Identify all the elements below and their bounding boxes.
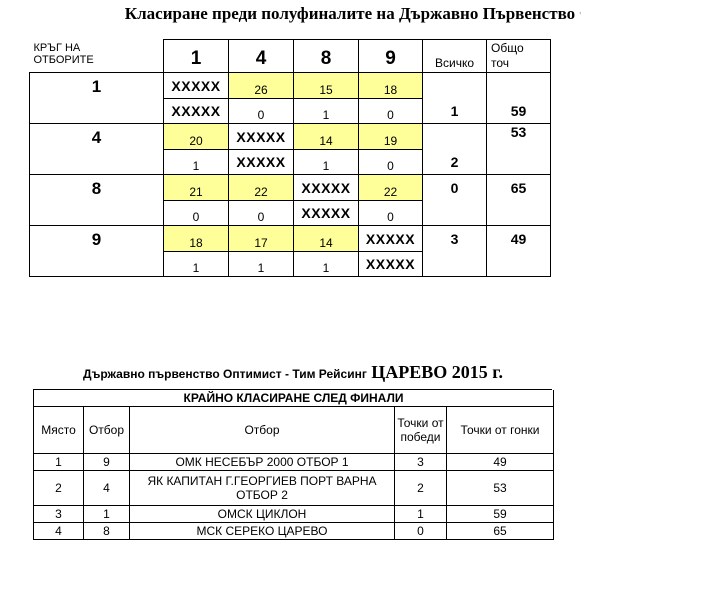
score-cell: 15	[294, 73, 359, 99]
column-header: 1	[164, 40, 229, 73]
self-cell: XXXXX	[229, 150, 294, 175]
round-robin-grid	[29, 39, 551, 277]
win-cell: 0	[359, 201, 423, 226]
self-cell: XXXXX	[164, 73, 229, 99]
score-cell: 21	[164, 175, 229, 201]
score-cell: 17	[229, 226, 294, 252]
column-header: 4	[229, 40, 294, 73]
win-cell: 1	[294, 99, 359, 124]
self-cell: XXXXX	[359, 226, 423, 252]
final-caption: КРАЙНО КЛАСИРАНЕ СЛЕД ФИНАЛИ	[34, 390, 554, 407]
header-race-points: Точки от гонки	[447, 407, 554, 454]
final-ranking-table	[33, 390, 554, 540]
total-cell: 3	[423, 226, 487, 252]
points-cell: 65	[487, 175, 551, 201]
table-row: 2 4 ЯК КАПИТАН Г.ГЕОРГИЕВ ПОРТ ВАРНА ОТБОР 2 2 53	[34, 471, 554, 506]
points-cell	[487, 201, 551, 226]
points-header: Общо точ	[487, 40, 551, 73]
score-cell: 14	[294, 124, 359, 150]
team-label: 9	[30, 226, 164, 277]
header-win-points: Точки от победи	[395, 407, 447, 454]
final-subtitle: Държавно първенство Оптимист - Тим Рейсинг ЦАРЕВО 2015 г.	[83, 362, 503, 382]
win-cell: 0	[359, 150, 423, 175]
points-cell	[487, 252, 551, 277]
total-header: Всичко	[423, 40, 487, 73]
score-cell: 26	[229, 73, 294, 99]
total-cell	[423, 201, 487, 226]
header-place: Място	[34, 407, 84, 454]
win-cell: 0	[229, 99, 294, 124]
win-cell: 1	[164, 252, 229, 277]
score-cell: 14	[294, 226, 359, 252]
win-cell: 0	[359, 99, 423, 124]
column-header: 9	[359, 40, 423, 73]
score-cell: 18	[359, 73, 423, 99]
round-header: КРЪГ НА ОТБОРИТЕ	[30, 40, 164, 73]
score-cell: 22	[359, 175, 423, 201]
total-cell	[423, 252, 487, 277]
win-cell: 1	[294, 252, 359, 277]
win-cell: 0	[164, 201, 229, 226]
total-cell: 0	[423, 175, 487, 201]
score-cell: 20	[164, 124, 229, 150]
points-cell	[487, 150, 551, 175]
points-cell: 59	[487, 99, 551, 124]
win-cell: 1	[229, 252, 294, 277]
win-cell: 1	[164, 150, 229, 175]
self-cell: XXXXX	[294, 201, 359, 226]
total-cell	[423, 124, 487, 150]
points-cell: 49	[487, 226, 551, 252]
self-cell: XXXXX	[164, 99, 229, 124]
total-cell	[423, 73, 487, 99]
header-team-name: Отбор	[130, 407, 395, 454]
self-cell: XXXXX	[229, 124, 294, 150]
win-cell: 0	[229, 201, 294, 226]
self-cell: XXXXX	[359, 252, 423, 277]
points-cell: 53	[487, 124, 551, 150]
team-label: 1	[30, 73, 164, 124]
table-row: 1 9 ОМК НЕСЕБЪР 2000 ОТБОР 1 3 49	[34, 454, 554, 471]
score-cell: 19	[359, 124, 423, 150]
header-team-no: Отбор	[84, 407, 130, 454]
total-cell: 1	[423, 99, 487, 124]
win-cell: 1	[294, 150, 359, 175]
score-cell: 22	[229, 175, 294, 201]
points-cell	[487, 73, 551, 99]
table-row: 4 8 МСК СЕРЕКО ЦАРЕВО 0 65	[34, 523, 554, 540]
column-header: 8	[294, 40, 359, 73]
total-cell: 2	[423, 150, 487, 175]
team-label: 4	[30, 124, 164, 175]
title-tick: '	[579, 11, 582, 22]
table-row: 3 1 ОМСК ЦИКЛОН 1 59	[34, 506, 554, 523]
page-title: Класиране преди полуфиналите на Държавно Първенство '	[124, 4, 582, 23]
self-cell: XXXXX	[294, 175, 359, 201]
score-cell: 18	[164, 226, 229, 252]
team-label: 8	[30, 175, 164, 226]
